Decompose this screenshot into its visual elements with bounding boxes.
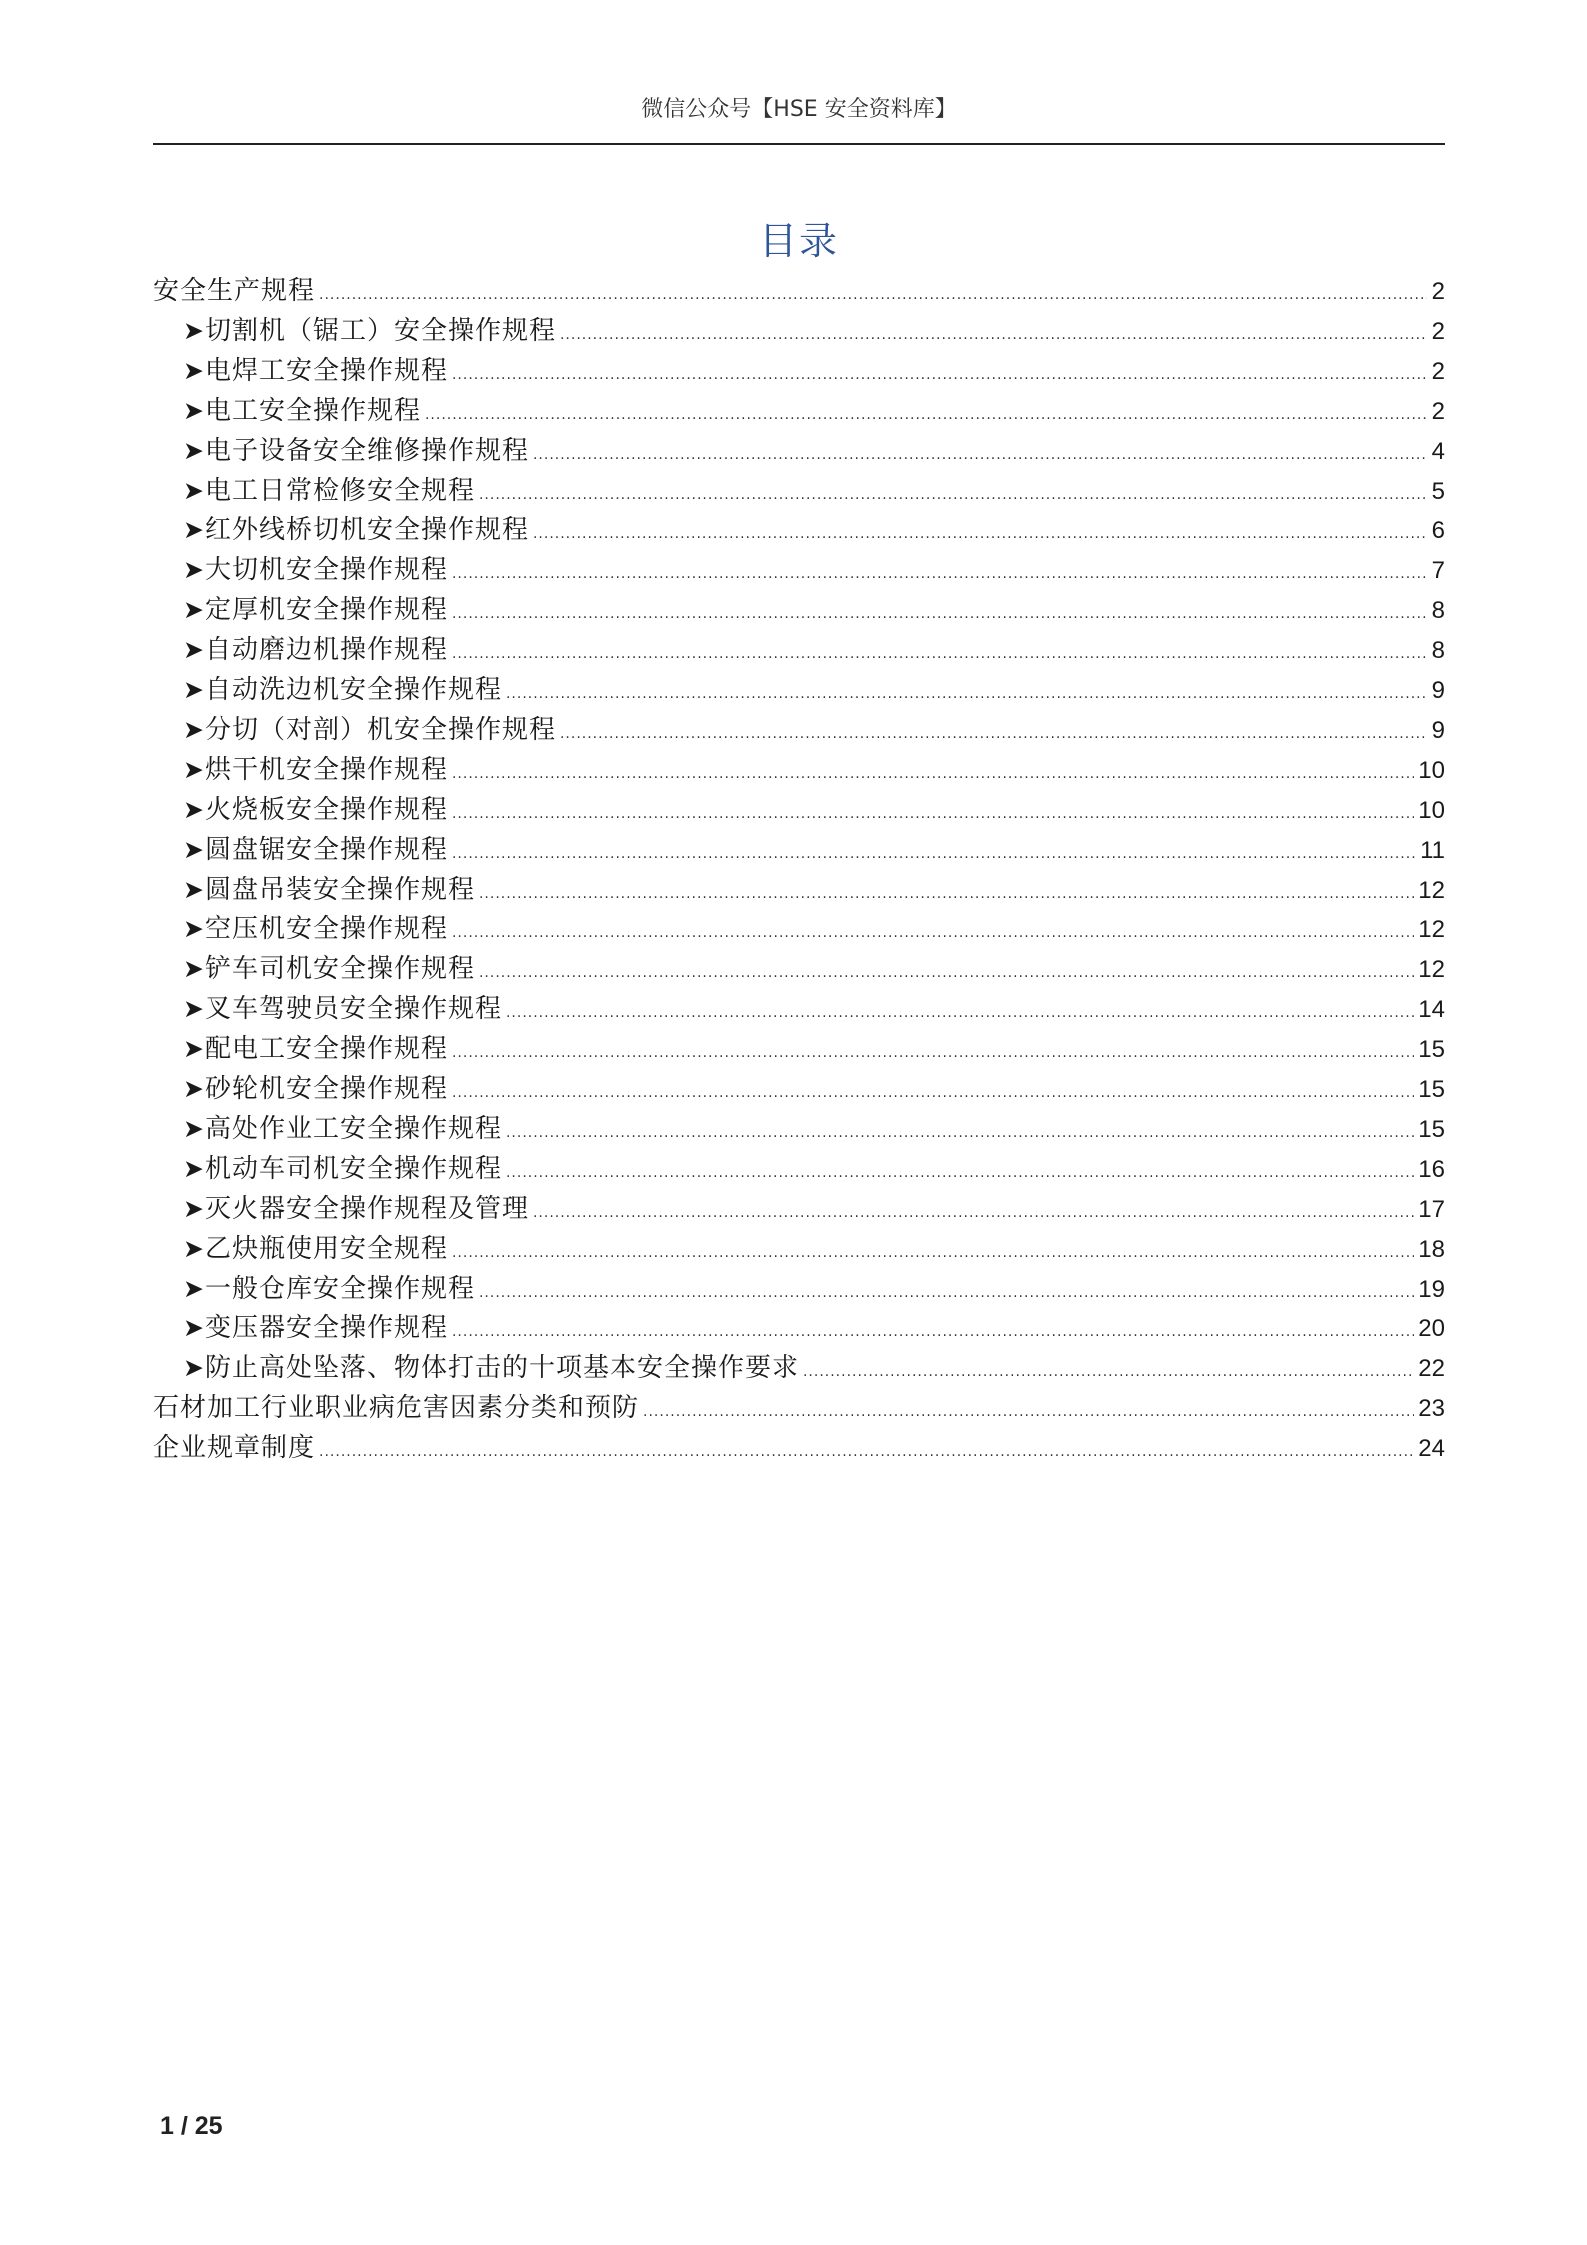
dot-leader (506, 993, 1414, 1033)
toc-entry-page: 14 (1418, 996, 1445, 1023)
page-header: 微信公众号【HSE 安全资料库】 (641, 97, 957, 122)
toc-entry-page: 23 (1418, 1395, 1445, 1422)
dot-leader (479, 874, 1414, 914)
toc-entry-label: 配电工安全操作规程 (204, 1034, 448, 1064)
toc-entry[interactable] (183, 1069, 1445, 1109)
arrow-bullet-icon: ➤ (183, 476, 204, 505)
toc-entry-page: 11 (1420, 837, 1445, 864)
dot-leader (425, 395, 1427, 435)
arrow-bullet-icon: ➤ (183, 1313, 204, 1342)
toc-entry-label: 电工安全操作规程 (204, 396, 421, 426)
toc-entry-page: 12 (1418, 916, 1445, 943)
toc-entry-page: 15 (1418, 1116, 1445, 1143)
arrow-bullet-icon: ➤ (183, 1114, 204, 1143)
toc-entry-label: 乙炔瓶使用安全规程 (204, 1234, 448, 1264)
arrow-bullet-icon: ➤ (183, 1274, 204, 1303)
toc-entry-page: 12 (1418, 956, 1445, 983)
arrow-bullet-icon: ➤ (183, 954, 204, 983)
toc-entry-page: 4 (1431, 438, 1445, 465)
toc-entry[interactable] (183, 1029, 1445, 1069)
toc-entry-page: 19 (1418, 1276, 1445, 1303)
arrow-bullet-icon: ➤ (183, 555, 204, 584)
dot-leader (452, 594, 1427, 634)
dot-leader (560, 315, 1427, 355)
dot-leader (479, 953, 1414, 993)
dot-leader (479, 475, 1427, 515)
toc-entry-label: 安全生产规程 (153, 276, 316, 306)
toc-entry-page: 24 (1418, 1435, 1445, 1462)
toc-entry-page: 6 (1431, 517, 1445, 544)
toc-entry-label: 自动磨边机操作规程 (204, 635, 448, 665)
toc-entry-page: 9 (1431, 677, 1445, 704)
arrow-bullet-icon: ➤ (183, 715, 204, 744)
toc-entry-label: 高处作业工安全操作规程 (204, 1114, 502, 1144)
toc-entry[interactable] (183, 1189, 1445, 1229)
toc-entry[interactable] (183, 431, 1445, 471)
toc-entry-label: 空压机安全操作规程 (204, 914, 448, 944)
arrow-bullet-icon: ➤ (183, 795, 204, 824)
toc-entry[interactable] (183, 670, 1445, 710)
toc-entry-page: 10 (1418, 757, 1445, 784)
toc-entry-label: 一般仓库安全操作规程 (204, 1274, 475, 1304)
toc-entry-page: 8 (1431, 597, 1445, 624)
toc-entry-label: 企业规章制度 (153, 1433, 316, 1463)
dot-leader (452, 355, 1427, 395)
dot-leader (506, 1153, 1414, 1193)
toc-entry-page: 15 (1418, 1076, 1445, 1103)
toc-entry-label: 大切机安全操作规程 (204, 555, 448, 585)
toc-entry-page: 9 (1431, 717, 1445, 744)
toc-entry-label: 圆盘锯安全操作规程 (204, 835, 448, 865)
toc-entry[interactable] (183, 949, 1445, 989)
arrow-bullet-icon: ➤ (183, 635, 204, 664)
arrow-bullet-icon: ➤ (183, 675, 204, 704)
toc-entry-page: 12 (1418, 877, 1445, 904)
toc-entry-label: 叉车驾驶员安全操作规程 (204, 994, 502, 1024)
toc-entry[interactable] (183, 630, 1445, 670)
toc-entry[interactable] (183, 510, 1445, 550)
toc-entry-label: 灭火器安全操作规程及管理 (204, 1194, 529, 1224)
toc-entry-label: 电工日常检修安全规程 (204, 476, 475, 506)
arrow-bullet-icon: ➤ (183, 994, 204, 1023)
dot-leader (452, 913, 1414, 953)
arrow-bullet-icon: ➤ (183, 356, 204, 385)
arrow-bullet-icon: ➤ (183, 755, 204, 784)
header-divider (153, 143, 1445, 145)
dot-leader (452, 794, 1414, 834)
arrow-bullet-icon: ➤ (183, 436, 204, 465)
page-number-footer: 1 / 25 (160, 2112, 223, 2140)
arrow-bullet-icon: ➤ (183, 396, 204, 425)
toc-entry[interactable] (183, 550, 1445, 590)
toc-entry[interactable] (183, 351, 1445, 391)
toc-entry[interactable] (183, 909, 1445, 949)
toc-entry[interactable] (183, 1109, 1445, 1149)
arrow-bullet-icon: ➤ (183, 875, 204, 904)
dot-leader (452, 1312, 1414, 1352)
dot-leader (452, 834, 1416, 874)
toc-entry-page: 10 (1418, 797, 1445, 824)
toc-entry[interactable] (183, 590, 1445, 630)
dot-leader (506, 674, 1427, 714)
dot-leader (506, 1113, 1414, 1153)
toc-entry-label: 电焊工安全操作规程 (204, 356, 448, 386)
arrow-bullet-icon: ➤ (183, 835, 204, 864)
toc-entry[interactable] (183, 1348, 1445, 1388)
dot-leader (560, 714, 1427, 754)
toc-entry-page: 18 (1418, 1236, 1445, 1263)
toc-entry-page: 20 (1418, 1315, 1445, 1342)
toc-entry[interactable] (153, 1428, 1445, 1468)
dot-leader (533, 1193, 1414, 1233)
toc-entry[interactable] (183, 870, 1445, 910)
toc-entry-label: 切割机（锯工）安全操作规程 (204, 316, 556, 346)
toc-entry[interactable] (153, 271, 1445, 311)
toc-entry-page: 15 (1418, 1036, 1445, 1063)
toc-entry-page: 16 (1418, 1156, 1445, 1183)
toc-entry[interactable] (183, 830, 1445, 870)
dot-leader (319, 275, 1427, 315)
toc-entry-label: 分切（对剖）机安全操作规程 (204, 715, 556, 745)
toc-entry-label: 电子设备安全维修操作规程 (204, 436, 529, 466)
dot-leader (533, 435, 1427, 475)
dot-leader (452, 634, 1427, 674)
toc-entry-label: 火烧板安全操作规程 (204, 795, 448, 825)
arrow-bullet-icon: ➤ (183, 1034, 204, 1063)
dot-leader (452, 1033, 1414, 1073)
toc-entry-page: 2 (1431, 278, 1445, 305)
toc-entry-page: 22 (1418, 1355, 1445, 1382)
toc-entry[interactable] (183, 750, 1445, 790)
arrow-bullet-icon: ➤ (183, 316, 204, 345)
dot-leader (643, 1392, 1414, 1432)
toc-entry-label: 变压器安全操作规程 (204, 1313, 448, 1343)
toc-entry-page: 2 (1431, 398, 1445, 425)
toc-entry-page: 17 (1418, 1196, 1445, 1223)
toc-entry-label: 铲车司机安全操作规程 (204, 954, 475, 984)
dot-leader (452, 554, 1427, 594)
toc-entry-label: 防止高处坠落、物体打击的十项基本安全操作要求 (204, 1353, 799, 1383)
toc-entry-page: 2 (1431, 318, 1445, 345)
arrow-bullet-icon: ➤ (183, 595, 204, 624)
arrow-bullet-icon: ➤ (183, 914, 204, 943)
arrow-bullet-icon: ➤ (183, 515, 204, 544)
toc-entry[interactable] (183, 710, 1445, 750)
toc-entry[interactable] (183, 790, 1445, 830)
toc-entry[interactable] (183, 471, 1445, 511)
toc-entry[interactable] (183, 1308, 1445, 1348)
arrow-bullet-icon: ➤ (183, 1074, 204, 1103)
toc-entry-label: 烘干机安全操作规程 (204, 755, 448, 785)
toc-entry-label: 红外线桥切机安全操作规程 (204, 515, 529, 545)
toc-entry[interactable] (183, 311, 1445, 351)
toc-entry[interactable] (183, 989, 1445, 1029)
arrow-bullet-icon: ➤ (183, 1194, 204, 1223)
toc-entry-label: 砂轮机安全操作规程 (204, 1074, 448, 1104)
toc-entry-page: 5 (1431, 478, 1445, 505)
dot-leader (452, 754, 1414, 794)
dot-leader (452, 1233, 1414, 1273)
toc-entry-label: 圆盘吊装安全操作规程 (204, 875, 475, 905)
toc-title: 目录 (758, 219, 839, 263)
toc-entry-label: 石材加工行业职业病危害因素分类和预防 (153, 1393, 640, 1423)
dot-leader (319, 1432, 1414, 1472)
arrow-bullet-icon: ➤ (183, 1353, 204, 1382)
toc-entry-page: 8 (1431, 637, 1445, 664)
dot-leader (452, 1073, 1414, 1113)
dot-leader (803, 1352, 1414, 1392)
toc-entry-label: 机动车司机安全操作规程 (204, 1154, 502, 1184)
arrow-bullet-icon: ➤ (183, 1234, 204, 1263)
toc-entry-label: 定厚机安全操作规程 (204, 595, 448, 625)
toc-entry[interactable] (183, 1229, 1445, 1269)
dot-leader (533, 514, 1427, 554)
toc-entry[interactable] (183, 1149, 1445, 1189)
toc-entry[interactable] (153, 1388, 1445, 1428)
toc-entry-label: 自动洗边机安全操作规程 (204, 675, 502, 705)
dot-leader (479, 1273, 1414, 1313)
arrow-bullet-icon: ➤ (183, 1154, 204, 1183)
toc-entry-page: 2 (1431, 358, 1445, 385)
toc-entry[interactable] (183, 1269, 1445, 1309)
toc-entry[interactable] (183, 391, 1445, 431)
toc-entry-page: 7 (1431, 557, 1445, 584)
